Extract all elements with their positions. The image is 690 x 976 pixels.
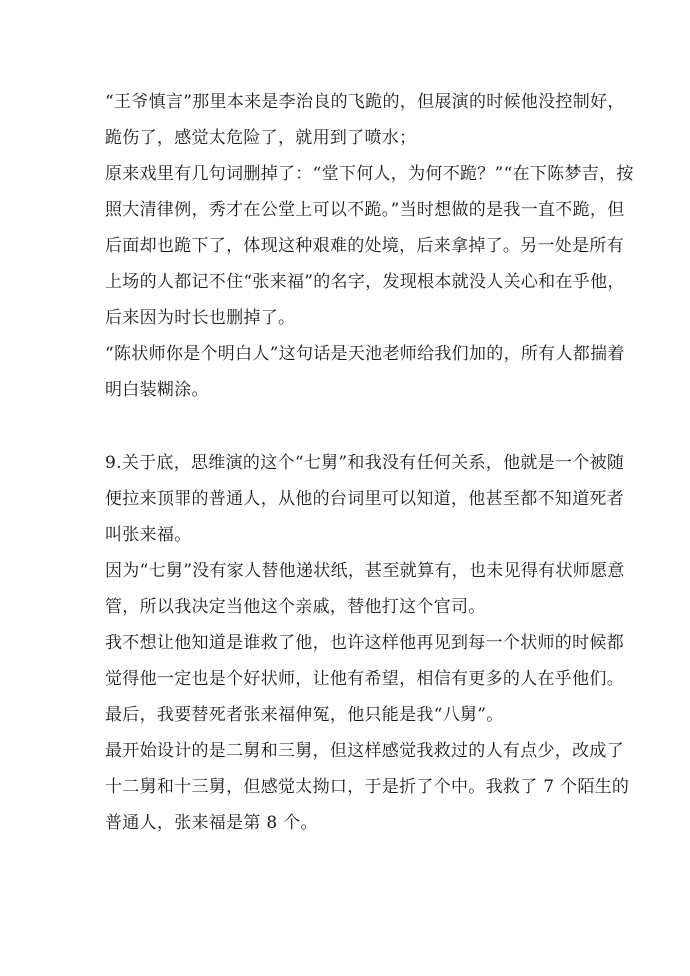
text-line: 叫张来福。 [105, 525, 192, 545]
text-line: 我不想让他知道是谁救了他，也许这样他再见到每一个状师的时候都 [105, 633, 624, 653]
text-line: 最开始设计的是二舅和三舅，但这样感觉我救过的人有点少，改成了 [105, 741, 624, 761]
text-line: 照大清律例，秀才在公堂上可以不跪。”当时想做的是我一直不跪，但 [105, 200, 625, 220]
text-line: 后来因为时长也删掉了。 [105, 308, 296, 328]
text-line: 因为“七舅”没有家人替他递状纸，甚至就算有，也未见得有状师愿意 [105, 561, 625, 581]
text-line: 9.关于底，思维演的这个“七舅”和我没有任何关系，他就是一个被随 [105, 453, 625, 473]
text-line: “王爷慎言”那里本来是李治良的飞跪的，但展演的时候他没控制好， [105, 92, 625, 112]
text-line: 便拉来顶罪的普通人，从他的台词里可以知道，他甚至都不知道死者 [105, 489, 624, 509]
text-line: 上场的人都记不住“张来福”的名字，发现根本就没人关心和在乎他， [105, 272, 625, 292]
text-line: 明白装糊涂。 [105, 380, 209, 400]
text-line: 觉得他一定也是个好状师，让他有希望，相信有更多的人在乎他们。 [105, 669, 624, 689]
text-line: 最后，我要替死者张来福伸冤，他只能是我“八舅”。 [105, 705, 504, 725]
text-line: 跪伤了，感觉太危险了，就用到了喷水； [105, 128, 417, 148]
text-line: “陈状师你是个明白人”这句话是天池老师给我们加的，所有人都揣着 [105, 344, 625, 364]
text-line: 后面却也跪下了，体现这种艰难的处境，后来拿掉了。另一处是所有 [105, 236, 624, 256]
text-line: 普通人，张来福是第 8 个。 [105, 813, 318, 833]
text-line: 十二舅和十三舅，但感觉太拗口，于是折了个中。我救了 7 个陌生的 [105, 777, 630, 797]
text-line: 管，所以我决定当他这个亲戚，替他打这个官司。 [105, 597, 486, 617]
text-line: 原来戏里有几句词删掉了：“堂下何人，为何不跪？”“在下陈梦吉，按 [105, 164, 634, 184]
